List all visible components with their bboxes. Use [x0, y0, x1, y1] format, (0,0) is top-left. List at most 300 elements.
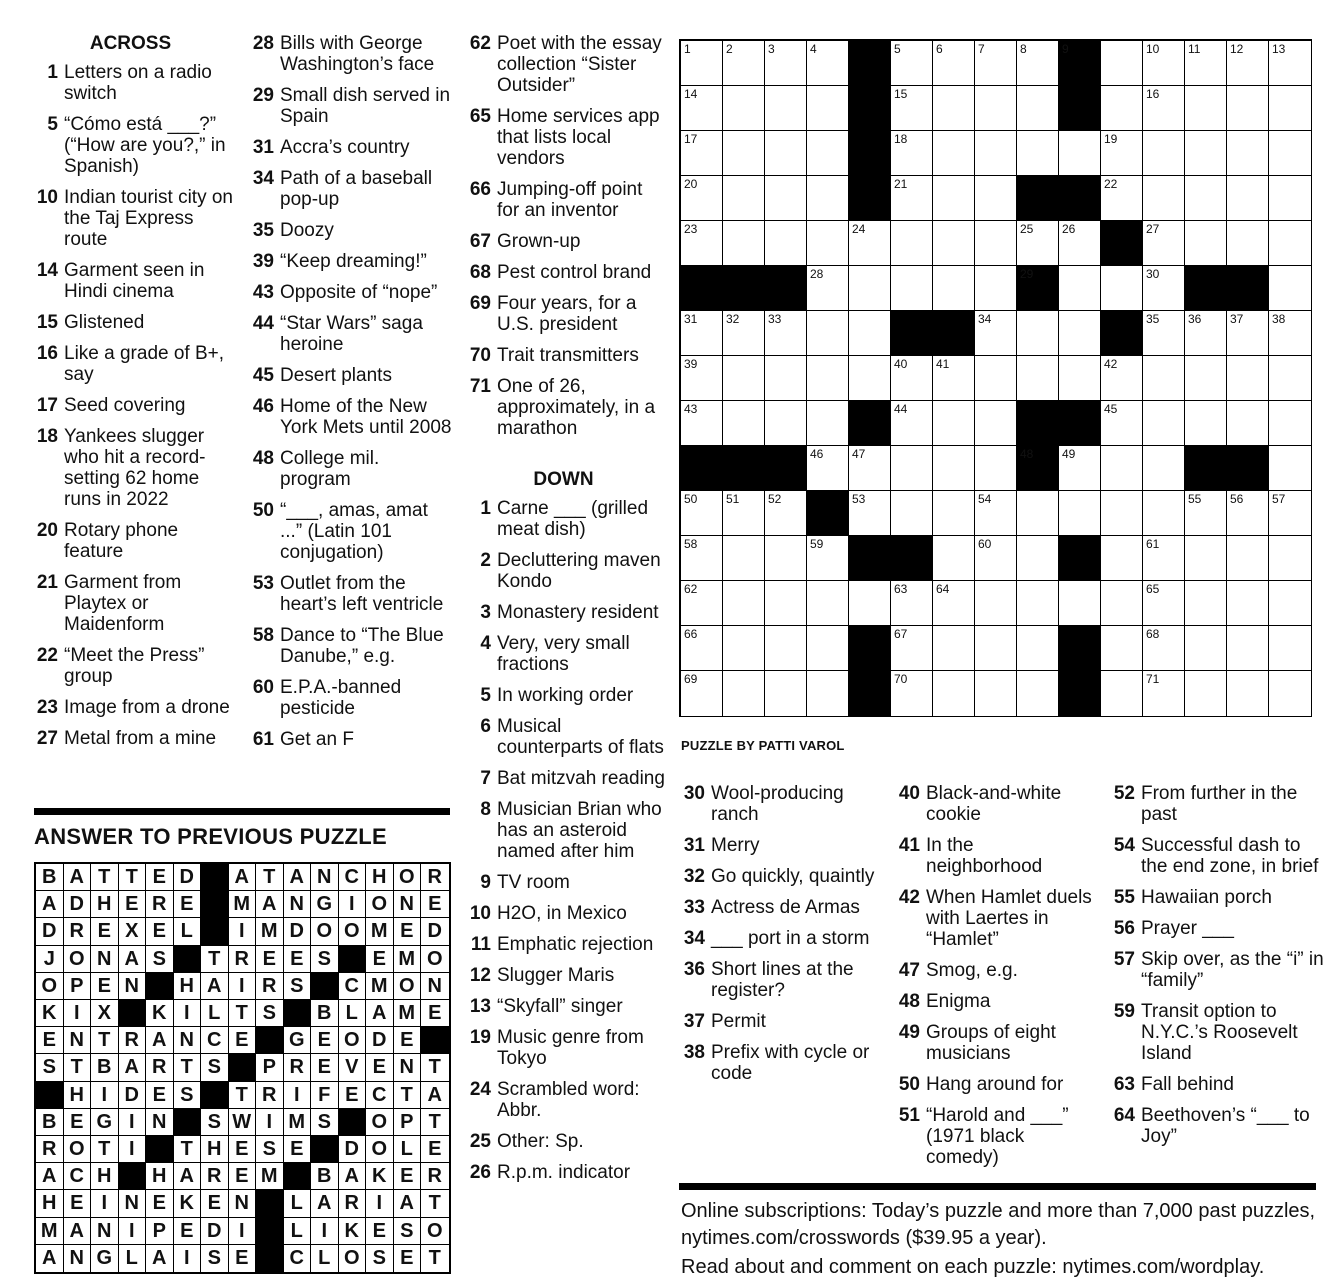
- grid-cell[interactable]: [1185, 311, 1227, 356]
- grid-cell[interactable]: [891, 131, 933, 176]
- answer-cell: M: [366, 973, 394, 1000]
- grid-cell[interactable]: [975, 41, 1017, 86]
- footer-subscriptions[interactable]: Online subscriptions: Today’s puzzle and more than 7,000 past puzzles, nytimes.com/crosswords ($39.95 a year).: [681, 1200, 1316, 1249]
- grid-cell[interactable]: [1101, 626, 1143, 671]
- grid-cell[interactable]: [807, 356, 849, 401]
- grid-cell[interactable]: [723, 671, 765, 716]
- grid-cell[interactable]: [1185, 581, 1227, 626]
- grid-cell[interactable]: [1059, 446, 1101, 491]
- grid-cell[interactable]: [1059, 311, 1101, 356]
- answer-cell: H: [201, 1136, 229, 1163]
- grid-cell[interactable]: [723, 401, 765, 446]
- clue-text: Rotary phone feature: [64, 520, 179, 562]
- grid-cell[interactable]: [933, 446, 975, 491]
- grid-cell[interactable]: [1017, 131, 1059, 176]
- grid-cell[interactable]: [681, 86, 723, 131]
- grid-cell[interactable]: [1227, 491, 1269, 536]
- grid-cell[interactable]: [765, 356, 807, 401]
- across-clue-69: [461, 293, 666, 335]
- down-clue-51: [890, 1105, 1095, 1168]
- grid-cell[interactable]: [1185, 221, 1227, 266]
- answer-cell: O: [339, 1027, 367, 1054]
- grid-cell[interactable]: [723, 356, 765, 401]
- grid-cell[interactable]: [807, 266, 849, 311]
- grid-cell[interactable]: [891, 266, 933, 311]
- cell-number: 3: [768, 42, 775, 56]
- answer-cell: E: [229, 1136, 257, 1163]
- grid-cell[interactable]: [1017, 581, 1059, 626]
- grid-cell[interactable]: [1101, 356, 1143, 401]
- clue-number: 55: [1113, 887, 1135, 908]
- grid-cell[interactable]: [1101, 41, 1143, 86]
- clue-number: 10: [469, 903, 491, 924]
- across-clue-18: [28, 426, 233, 510]
- clue-number: 33: [683, 897, 705, 918]
- answer-cell: H: [146, 1163, 174, 1190]
- grid-cell[interactable]: [1269, 581, 1311, 626]
- grid-cell[interactable]: [891, 221, 933, 266]
- grid-cell[interactable]: [1143, 356, 1185, 401]
- clue-text: Wool-producing ranch: [711, 783, 844, 825]
- grid-cell[interactable]: [1017, 491, 1059, 536]
- grid-cell[interactable]: [1143, 581, 1185, 626]
- grid-cell[interactable]: [849, 356, 891, 401]
- grid-cell[interactable]: [807, 581, 849, 626]
- grid-cell[interactable]: [891, 491, 933, 536]
- grid-cell[interactable]: [723, 86, 765, 131]
- down-clue-50: [890, 1074, 1095, 1095]
- answer-black-square: [119, 1000, 147, 1027]
- grid-cell[interactable]: [807, 671, 849, 716]
- grid-cell[interactable]: [1143, 491, 1185, 536]
- answer-black-square: [36, 1082, 64, 1109]
- answer-cell: T: [174, 1054, 202, 1081]
- grid-cell[interactable]: [681, 581, 723, 626]
- grid-cell[interactable]: [849, 581, 891, 626]
- clue-number: 64: [1113, 1105, 1135, 1126]
- grid-cell[interactable]: [681, 536, 723, 581]
- answer-black-square: [201, 918, 229, 945]
- answer-cell: O: [394, 864, 422, 891]
- cell-number: 36: [1188, 312, 1202, 326]
- grid-cell[interactable]: [1185, 671, 1227, 716]
- grid-cell[interactable]: [1059, 581, 1101, 626]
- grid-cell[interactable]: [1059, 356, 1101, 401]
- grid-cell[interactable]: [723, 131, 765, 176]
- grid-cell[interactable]: [1185, 176, 1227, 221]
- grid-cell[interactable]: [1143, 671, 1185, 716]
- grid-cell[interactable]: [1269, 176, 1311, 221]
- grid-cell[interactable]: [1143, 311, 1185, 356]
- grid-cell[interactable]: [1227, 176, 1269, 221]
- grid-cell[interactable]: [1269, 41, 1311, 86]
- grid-cell[interactable]: [1017, 41, 1059, 86]
- answer-cell: R: [339, 1190, 367, 1217]
- grid-cell[interactable]: [1227, 581, 1269, 626]
- down-clue-59: [1105, 1001, 1325, 1064]
- grid-cell[interactable]: [1143, 446, 1185, 491]
- down-clue-64: [1105, 1105, 1325, 1147]
- answer-cell: A: [119, 946, 147, 973]
- grid-cell[interactable]: [933, 671, 975, 716]
- grid-cell[interactable]: [933, 176, 975, 221]
- byline: PUZZLE BY PATTI VAROL: [681, 738, 845, 753]
- grid-cell[interactable]: [807, 626, 849, 671]
- grid-cell[interactable]: [1059, 266, 1101, 311]
- answer-cell: N: [394, 891, 422, 918]
- grid-cell[interactable]: [765, 491, 807, 536]
- grid-cell[interactable]: [723, 626, 765, 671]
- grid-cell[interactable]: [1227, 626, 1269, 671]
- grid-cell[interactable]: [1185, 536, 1227, 581]
- answer-black-square: [256, 1027, 284, 1054]
- cell-number: 35: [1146, 312, 1160, 326]
- grid-cell[interactable]: [1185, 41, 1227, 86]
- grid-cell[interactable]: [1227, 401, 1269, 446]
- grid-cell[interactable]: [975, 176, 1017, 221]
- grid-cell[interactable]: [681, 491, 723, 536]
- grid-cell[interactable]: [933, 581, 975, 626]
- grid-cell[interactable]: [765, 221, 807, 266]
- grid-cell[interactable]: [933, 221, 975, 266]
- clue-number: 53: [252, 573, 274, 594]
- grid-cell[interactable]: [807, 221, 849, 266]
- grid-cell[interactable]: [765, 671, 807, 716]
- cell-number: 60: [978, 537, 992, 551]
- grid-cell[interactable]: [1227, 536, 1269, 581]
- grid-cell[interactable]: [849, 491, 891, 536]
- clue-number: 49: [898, 1022, 920, 1043]
- grid-cell[interactable]: [807, 86, 849, 131]
- grid-cell[interactable]: [1017, 86, 1059, 131]
- cell-number: 50: [684, 492, 698, 506]
- grid-cell[interactable]: [723, 41, 765, 86]
- cell-number: 7: [978, 42, 985, 56]
- grid-cell[interactable]: [891, 446, 933, 491]
- across-clue-46: [244, 396, 454, 438]
- down-clue-55: [1105, 887, 1325, 908]
- grid-cell[interactable]: [1017, 356, 1059, 401]
- grid-cell[interactable]: [1227, 311, 1269, 356]
- grid-cell[interactable]: [807, 446, 849, 491]
- grid-cell[interactable]: [1185, 86, 1227, 131]
- grid-cell[interactable]: [975, 86, 1017, 131]
- clue-text: ___ port in a storm: [711, 928, 870, 949]
- down-clue-31: [675, 835, 880, 856]
- answer-black-square: [339, 1109, 367, 1136]
- grid-cell[interactable]: [1269, 356, 1311, 401]
- grid-cell[interactable]: [1185, 356, 1227, 401]
- grid-cell[interactable]: [849, 221, 891, 266]
- grid-cell[interactable]: [1227, 131, 1269, 176]
- grid-cell[interactable]: [933, 536, 975, 581]
- down-column-5: [890, 783, 1095, 1178]
- grid-cell[interactable]: [1101, 446, 1143, 491]
- grid-cell[interactable]: [1269, 131, 1311, 176]
- grid-cell[interactable]: [681, 311, 723, 356]
- grid-cell[interactable]: [975, 446, 1017, 491]
- grid-cell[interactable]: [891, 41, 933, 86]
- clue-text: Small dish served in Spain: [280, 85, 451, 127]
- grid-cell[interactable]: [1269, 221, 1311, 266]
- grid-cell[interactable]: [975, 671, 1017, 716]
- answer-cell: A: [36, 891, 64, 918]
- across-clue-45: [244, 365, 454, 386]
- grid-cell[interactable]: [933, 86, 975, 131]
- grid-cell[interactable]: [1269, 86, 1311, 131]
- grid-cell[interactable]: [933, 356, 975, 401]
- grid-cell[interactable]: [1101, 266, 1143, 311]
- grid-cell[interactable]: [807, 131, 849, 176]
- grid-cell[interactable]: [681, 131, 723, 176]
- grid-cell[interactable]: [933, 41, 975, 86]
- grid-cell[interactable]: [1269, 536, 1311, 581]
- answer-cell: C: [64, 1163, 92, 1190]
- grid-cell[interactable]: [1185, 626, 1227, 671]
- grid-cell[interactable]: [1269, 311, 1311, 356]
- grid-cell[interactable]: [975, 536, 1017, 581]
- down-clue-19: [461, 1027, 666, 1069]
- down-clue-33: [675, 897, 880, 918]
- grid-cell[interactable]: [765, 311, 807, 356]
- grid-cell[interactable]: [681, 356, 723, 401]
- grid-cell[interactable]: [765, 86, 807, 131]
- grid-cell[interactable]: [723, 536, 765, 581]
- grid-cell[interactable]: [807, 311, 849, 356]
- grid-cell[interactable]: [765, 131, 807, 176]
- grid-cell[interactable]: [681, 221, 723, 266]
- answer-cell: M: [36, 1218, 64, 1245]
- grid-cell[interactable]: [891, 356, 933, 401]
- clue-number: 42: [898, 887, 920, 908]
- answer-black-square: [311, 973, 339, 1000]
- grid-cell[interactable]: [807, 536, 849, 581]
- grid-cell[interactable]: [1101, 581, 1143, 626]
- answer-cell: R: [421, 1163, 449, 1190]
- across-clue-68: [461, 262, 666, 283]
- clue-number: 51: [898, 1105, 920, 1126]
- grid-cell[interactable]: [1101, 401, 1143, 446]
- grid-cell[interactable]: [975, 131, 1017, 176]
- answer-cell: O: [366, 1109, 394, 1136]
- across-clue-31: [244, 137, 454, 158]
- grid-cell[interactable]: [891, 581, 933, 626]
- clue-number: 37: [683, 1011, 705, 1032]
- clue-number: 24: [469, 1079, 491, 1100]
- grid-cell[interactable]: [807, 401, 849, 446]
- cell-number: 6: [936, 42, 943, 56]
- answer-cell: O: [339, 1245, 367, 1272]
- grid-cell[interactable]: [1143, 131, 1185, 176]
- answer-cell: I: [119, 1218, 147, 1245]
- grid-cell[interactable]: [975, 311, 1017, 356]
- grid-cell[interactable]: [891, 671, 933, 716]
- answer-cell: E: [421, 1000, 449, 1027]
- grid-cell[interactable]: [1227, 356, 1269, 401]
- grid-cell[interactable]: [891, 401, 933, 446]
- grid-cell[interactable]: [891, 86, 933, 131]
- clue-number: 10: [36, 187, 58, 208]
- clue-text: Get an F: [280, 729, 354, 750]
- grid-cell[interactable]: [1143, 176, 1185, 221]
- grid-cell[interactable]: [1143, 401, 1185, 446]
- cell-number: 65: [1146, 582, 1160, 596]
- grid-cell[interactable]: [1101, 671, 1143, 716]
- grid-cell[interactable]: [975, 491, 1017, 536]
- grid-cell[interactable]: [1017, 221, 1059, 266]
- grid-cell[interactable]: [1227, 86, 1269, 131]
- cell-number: 54: [978, 492, 992, 506]
- grid-cell[interactable]: [723, 221, 765, 266]
- cell-number: 10: [1146, 42, 1160, 56]
- grid-cell[interactable]: [1269, 266, 1311, 311]
- answer-cell: S: [201, 1109, 229, 1136]
- grid-cell[interactable]: [1017, 626, 1059, 671]
- grid-cell[interactable]: [975, 581, 1017, 626]
- grid-cell[interactable]: [849, 311, 891, 356]
- clue-text: Desert plants: [280, 365, 392, 386]
- grid-cell[interactable]: [1101, 86, 1143, 131]
- grid-cell[interactable]: [765, 536, 807, 581]
- grid-cell[interactable]: [933, 266, 975, 311]
- grid-cell[interactable]: [681, 41, 723, 86]
- grid-cell[interactable]: [1101, 176, 1143, 221]
- across-clue-58: [244, 625, 454, 667]
- answer-black-square: [256, 1218, 284, 1245]
- grid-cell[interactable]: [1059, 491, 1101, 536]
- grid-cell[interactable]: [765, 401, 807, 446]
- grid-cell[interactable]: [1143, 536, 1185, 581]
- grid-cell[interactable]: [1269, 491, 1311, 536]
- grid-cell[interactable]: [1143, 86, 1185, 131]
- clue-number: 13: [469, 996, 491, 1017]
- grid-cell[interactable]: [1269, 671, 1311, 716]
- answer-cell: R: [146, 1054, 174, 1081]
- grid-cell[interactable]: [765, 581, 807, 626]
- grid-cell[interactable]: [723, 491, 765, 536]
- grid-cell[interactable]: [765, 626, 807, 671]
- black-square: [1059, 41, 1101, 86]
- black-square: [849, 131, 891, 176]
- grid-cell[interactable]: [933, 491, 975, 536]
- grid-cell[interactable]: [1143, 221, 1185, 266]
- answer-black-square: [201, 864, 229, 891]
- answer-cell: E: [311, 1027, 339, 1054]
- grid-cell[interactable]: [1101, 491, 1143, 536]
- grid-cell[interactable]: [1101, 131, 1143, 176]
- answer-cell: A: [201, 973, 229, 1000]
- down-clue-36: [675, 959, 880, 1001]
- answer-cell: A: [256, 891, 284, 918]
- grid-cell[interactable]: [1101, 536, 1143, 581]
- grid-cell[interactable]: [975, 221, 1017, 266]
- grid-cell[interactable]: [681, 671, 723, 716]
- grid-cell[interactable]: [1227, 671, 1269, 716]
- clue-number: 57: [1113, 949, 1135, 970]
- answer-cell: E: [229, 1245, 257, 1272]
- grid-cell[interactable]: [807, 41, 849, 86]
- grid-cell[interactable]: [975, 356, 1017, 401]
- grid-cell[interactable]: [849, 446, 891, 491]
- grid-cell[interactable]: [1185, 491, 1227, 536]
- clue-number: 67: [469, 231, 491, 252]
- down-clue-42: [890, 887, 1095, 950]
- grid-cell[interactable]: [975, 626, 1017, 671]
- grid-cell[interactable]: [1017, 671, 1059, 716]
- grid-cell[interactable]: [849, 266, 891, 311]
- answer-cell: A: [421, 1082, 449, 1109]
- down-clue-47: [890, 960, 1095, 981]
- grid-cell[interactable]: [975, 401, 1017, 446]
- answer-cell: L: [284, 1218, 312, 1245]
- clue-number: 5: [47, 114, 58, 135]
- answer-cell: L: [284, 1190, 312, 1217]
- answer-cell: G: [91, 1109, 119, 1136]
- black-square: [1227, 446, 1269, 491]
- answer-cell: C: [284, 1245, 312, 1272]
- down-clue-56: [1105, 918, 1325, 939]
- black-square: [849, 671, 891, 716]
- crossword-grid[interactable]: [679, 39, 1312, 717]
- grid-cell[interactable]: [975, 266, 1017, 311]
- grid-cell[interactable]: [723, 176, 765, 221]
- grid-cell[interactable]: [1185, 131, 1227, 176]
- clue-text: Merry: [711, 835, 760, 856]
- clue-text: Carne ___ (grilled meat dish): [497, 498, 649, 540]
- grid-cell[interactable]: [933, 401, 975, 446]
- grid-cell[interactable]: [1143, 266, 1185, 311]
- grid-cell[interactable]: [1227, 41, 1269, 86]
- grid-cell[interactable]: [933, 626, 975, 671]
- grid-cell[interactable]: [1143, 626, 1185, 671]
- grid-cell[interactable]: [1143, 41, 1185, 86]
- grid-cell[interactable]: [1017, 536, 1059, 581]
- grid-cell[interactable]: [681, 401, 723, 446]
- grid-cell[interactable]: [891, 176, 933, 221]
- grid-cell[interactable]: [723, 311, 765, 356]
- answer-cell: T: [421, 1245, 449, 1272]
- grid-cell[interactable]: [891, 626, 933, 671]
- answer-cell: I: [174, 1000, 202, 1027]
- grid-cell[interactable]: [723, 581, 765, 626]
- grid-cell[interactable]: [1227, 221, 1269, 266]
- grid-cell[interactable]: [681, 626, 723, 671]
- footer-wordplay[interactable]: Read about and comment on each puzzle: nytimes.com/wordplay.: [681, 1256, 1265, 1278]
- cell-number: 17: [684, 132, 698, 146]
- clue-number: 29: [252, 85, 274, 106]
- answer-cell: E: [394, 1163, 422, 1190]
- clue-text: Bills with George Washington’s face: [280, 33, 435, 75]
- grid-cell[interactable]: [1017, 311, 1059, 356]
- grid-cell[interactable]: [1059, 131, 1101, 176]
- answer-cell: O: [36, 973, 64, 1000]
- grid-cell[interactable]: [1269, 446, 1311, 491]
- grid-cell[interactable]: [807, 176, 849, 221]
- answer-cell: A: [229, 864, 257, 891]
- answer-cell: G: [311, 891, 339, 918]
- across-clue-15: [28, 312, 233, 333]
- clue-number: 62: [469, 33, 491, 54]
- grid-cell[interactable]: [765, 176, 807, 221]
- grid-cell[interactable]: [1059, 221, 1101, 266]
- grid-cell[interactable]: [1269, 401, 1311, 446]
- grid-cell[interactable]: [765, 41, 807, 86]
- grid-cell[interactable]: [933, 131, 975, 176]
- grid-cell[interactable]: [681, 176, 723, 221]
- grid-cell[interactable]: [1269, 626, 1311, 671]
- grid-cell[interactable]: [1185, 401, 1227, 446]
- answer-cell: L: [394, 1136, 422, 1163]
